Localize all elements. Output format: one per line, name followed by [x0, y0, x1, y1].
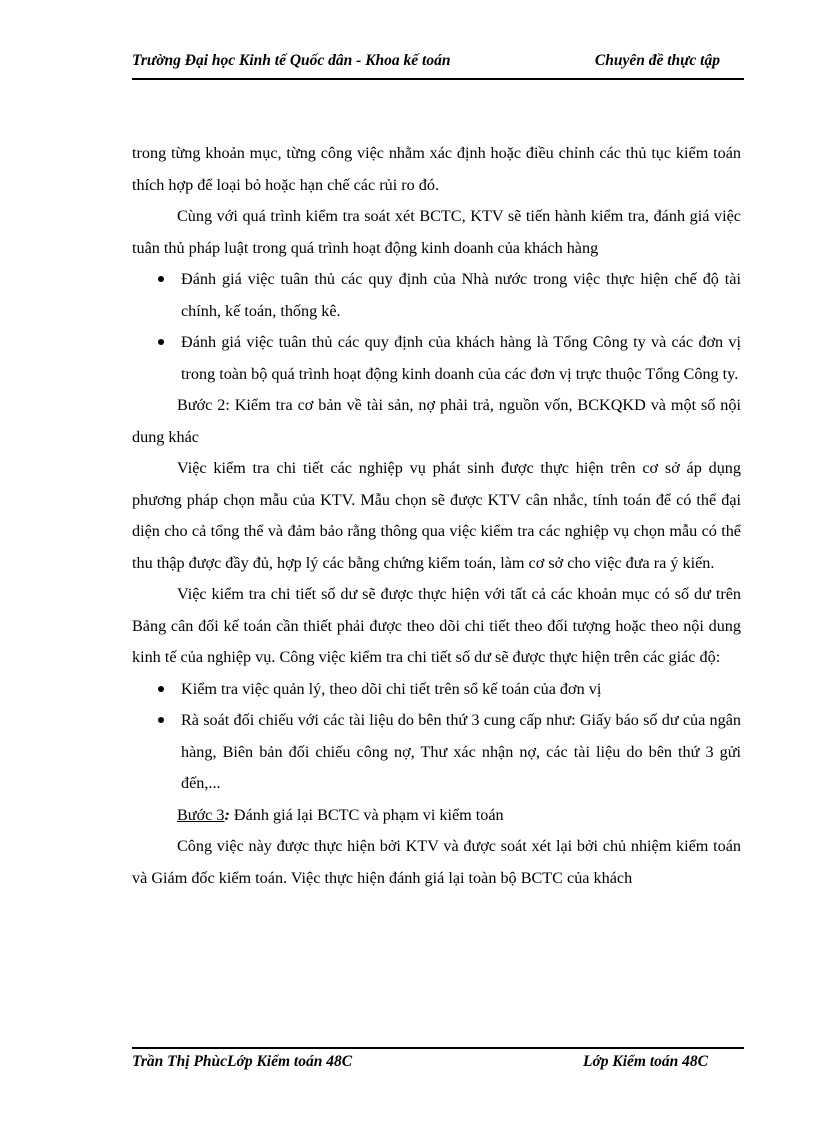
- paragraph-5: Việc kiểm tra chi tiết số dư sẽ được thực hiện với tất cả các khoản mục có số dư trên Bảng cân đối kế toán cần thiết phải được theo dõi chi tiết theo đối tượng hoặc theo nội dung kinh tế của nghiệp vụ. Công việc kiểm tra chi tiết số dư sẽ được thực hiện trên các giác độ:: [132, 585, 741, 666]
- list-item-text: Kiểm tra việc quản lý, theo dõi chi tiết trên sổ kế toán của đơn vị: [181, 679, 602, 698]
- paragraph-step-2: Bước 2: Kiểm tra cơ bản về tài sản, nợ phải trả, nguồn vốn, BCKQKD và một số nội dung khác: [132, 396, 741, 446]
- paragraph-step-3: [132, 800, 741, 832]
- bullet-icon: [158, 717, 164, 723]
- bullet-icon: [158, 276, 164, 282]
- paragraph-4: Việc kiểm tra chi tiết các nghiệp vụ phát sinh được thực hiện trên cơ sở áp dụng phương pháp chọn mẫu của KTV. Mẫu chọn sẽ được KTV cân nhắc, tính toán để có thể đại diện cho cả tổng thể và đảm bảo rằng thông qua việc kiểm tra các nghiệp vụ chọn mẫu có thể thu thập được đầy đủ, hợp lý các bằng chứng kiểm toán, làm cơ sở cho việc đưa ra ý kiến.: [132, 459, 741, 572]
- paragraph-7: Công việc này được thực hiện bởi KTV và được soát xét lại bởi chủ nhiệm kiểm toán và Giám đốc kiểm toán. Việc thực hiện đánh giá lại toàn bộ BCTC của khách: [132, 837, 741, 887]
- list-item-text: Rà soát đối chiếu với các tài liệu do bên thứ 3 cung cấp như: Giấy báo số dư của ngân hàng, Biên bản đối chiếu công nợ, Thư xác nhận nợ, các tài liệu do bên thứ 3 gửi đến,...: [181, 711, 741, 792]
- list-item-text: Đánh giá việc tuân thủ các quy định của Nhà nước trong việc thực hiện chế độ tài chính, kế toán, thống kê.: [181, 270, 741, 320]
- bullet-list-balance-check: [132, 674, 741, 800]
- list-item-text: Đánh giá việc tuân thủ các quy định của khách hàng là Tổng Công ty và các đơn vị trong toàn bộ quá trình hoạt động kinh doanh của các đơn vị trực thuộc Tổng Công ty.: [181, 333, 741, 383]
- page-header: [132, 52, 744, 74]
- list-item: [132, 327, 741, 390]
- bullet-icon: [158, 339, 164, 345]
- list-item: [132, 705, 741, 800]
- list-item: [132, 264, 741, 327]
- step-3-label: Bước 3: [177, 805, 225, 824]
- footer-rule: [132, 1047, 744, 1049]
- footer-class: Lớp Kiểm toán 48C: [582, 1053, 708, 1070]
- header-institution: Trường Đại học Kinh tế Quốc dân - Khoa kế toán: [132, 52, 451, 69]
- paragraph-2: Cùng với quá trình kiểm tra soát xét BCTC, KTV sẽ tiến hành kiểm tra, đánh giá việc tuân thủ pháp luật trong quá trình hoạt động kinh doanh của khách hàng: [132, 207, 741, 257]
- footer-author: Trần Thị PhùcLớp Kiểm toán 48C: [132, 1053, 353, 1070]
- page-footer: [132, 1053, 744, 1075]
- list-item: [132, 674, 741, 706]
- step-3-text: Đánh giá lại BCTC và phạm vi kiểm toán: [229, 805, 504, 824]
- page-body: [132, 138, 741, 894]
- header-doc-type: Chuyên đề thực tập: [594, 52, 720, 69]
- bullet-icon: [158, 686, 164, 692]
- bullet-list-compliance: [132, 264, 741, 390]
- paragraph-1: trong từng khoản mục, từng công việc nhằm xác định hoặc điều chỉnh các thủ tục kiểm toán thích hợp để loại bỏ hoặc hạn chế các rủi ro đó.: [132, 144, 741, 194]
- step-3-colon: :: [224, 805, 230, 824]
- header-rule: [132, 78, 744, 80]
